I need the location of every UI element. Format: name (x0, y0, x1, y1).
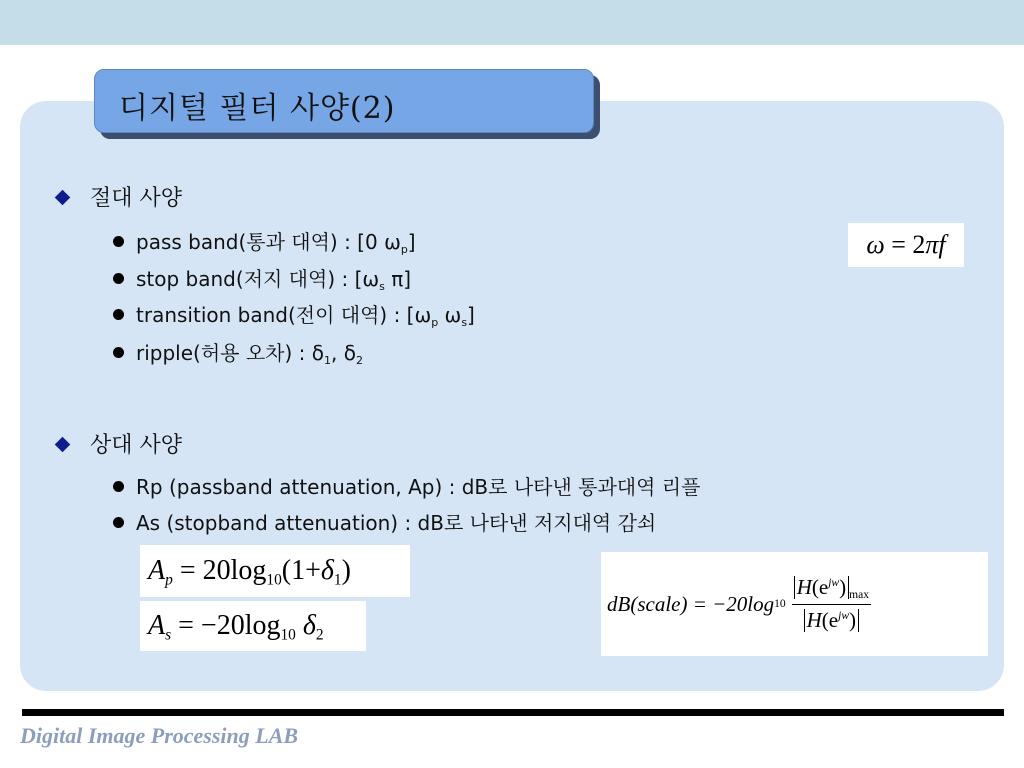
slide-title: 디지털 필터 사양(2) (119, 91, 396, 126)
stop-text-e: π] (384, 267, 412, 291)
db-num-jw: jw (828, 576, 840, 589)
db-numerator (792, 575, 871, 604)
pass-text-c: ) : [0 ω (329, 230, 401, 254)
heading-relative-text: 상대 사양 (90, 433, 183, 458)
diamond-bullet-icon (55, 190, 71, 206)
footer-lab-name: Digital Image Processing LAB (20, 723, 299, 748)
db-num-H: H (796, 574, 812, 599)
pi-symbol: π (925, 230, 939, 259)
db-den-abs (804, 609, 859, 632)
ap-sub-1: 1 (333, 571, 342, 589)
ripple-text-c: ) : δ (284, 341, 324, 365)
top-band (0, 0, 1024, 45)
trans-text-b: 전이 대역 (295, 303, 380, 327)
ripple-sub-2: 2 (355, 353, 363, 367)
ap-sub-p: p (165, 571, 173, 589)
trans-sub-s: s (461, 315, 468, 329)
stop-text-c: ) : [ω (327, 267, 380, 291)
heading-relative (54, 428, 182, 459)
db-den-close: ) (849, 608, 857, 633)
dot-bullet-icon (113, 273, 124, 284)
pass-text-e: ] (407, 230, 416, 254)
db-num-open: (e (811, 574, 829, 599)
stop-text-b: 저지 대역 (243, 267, 328, 291)
pass-text-a: pass band( (136, 230, 247, 254)
db-fraction (792, 575, 871, 633)
dot-bullet-icon (113, 347, 124, 358)
db-den-open: (e (821, 608, 839, 633)
ripple-text-b: 허용 오차 (200, 341, 285, 365)
ap-log-base: 10 (266, 571, 282, 589)
trans-text-c: ) : [ω (379, 303, 432, 327)
trans-text-e: ω (438, 303, 462, 327)
omega-symbol: ω (866, 230, 885, 259)
dot-bullet-icon (113, 481, 124, 492)
ripple-text-a: ripple( (136, 341, 201, 365)
omega-eq: = 2 (884, 230, 926, 259)
rp-text-b: 로 나타낸 통과대역 리플 (488, 475, 701, 499)
db-log-base: 10 (774, 598, 786, 610)
as-sub-2: 2 (315, 626, 324, 644)
formula-omega (848, 223, 964, 267)
dot-bullet-icon (113, 236, 124, 247)
pass-sub-p: p (400, 242, 408, 256)
bullet-ripple (113, 337, 363, 367)
ripple-text-e: , δ (330, 341, 356, 365)
db-num-abs (794, 576, 849, 599)
dot-bullet-icon (113, 517, 124, 528)
ap-delta: δ (320, 555, 334, 586)
bullet-pass-band (113, 226, 416, 256)
stop-sub-s: s (379, 279, 385, 293)
ap-eq: = 20log (172, 555, 267, 586)
db-max: max (849, 589, 869, 602)
formula-db-scale (601, 552, 988, 656)
bullet-as (113, 507, 656, 536)
bullet-stop-band (113, 263, 411, 293)
diamond-bullet-icon (55, 437, 71, 453)
stop-text-a: stop band( (136, 267, 244, 291)
as-text-a: As (stopband attenuation) : dB (136, 511, 444, 535)
heading-absolute-text: 절대 사양 (90, 186, 183, 211)
trans-sub-p: p (431, 315, 439, 329)
as-log-base: 10 (280, 626, 296, 644)
ripple-sub-1: 1 (323, 353, 331, 367)
rp-text-a: Rp (passband attenuation, Ap) : dB (136, 475, 489, 499)
ap-A: A (148, 555, 166, 586)
db-lhs: dB(scale) = −20log (607, 591, 775, 616)
ap-open: (1+ (281, 555, 321, 586)
pass-text-b: 통과 대역 (246, 230, 330, 254)
db-denominator (792, 604, 871, 633)
heading-absolute (54, 181, 182, 212)
dot-bullet-icon (113, 309, 124, 320)
formula-as (140, 601, 366, 651)
bullet-rp (113, 471, 700, 500)
trans-text-g: ] (467, 303, 475, 327)
as-text-b: 로 나타낸 저지대역 감쇠 (443, 511, 657, 535)
as-A: A (148, 610, 166, 641)
f-symbol: f (938, 230, 946, 259)
trans-text-a: transition band( (136, 303, 296, 327)
bottom-rule (22, 709, 1004, 716)
bullet-transition-band (113, 299, 475, 329)
formula-ap (140, 545, 410, 597)
as-delta: δ (302, 610, 316, 641)
db-num-close: ) (839, 574, 847, 599)
as-sub-s: s (165, 626, 172, 644)
db-den-H: H (806, 608, 822, 633)
ap-close: ) (341, 555, 351, 586)
db-den-jw: jw (838, 609, 850, 622)
as-eq: = −20log (171, 610, 281, 641)
title-box (94, 69, 594, 133)
